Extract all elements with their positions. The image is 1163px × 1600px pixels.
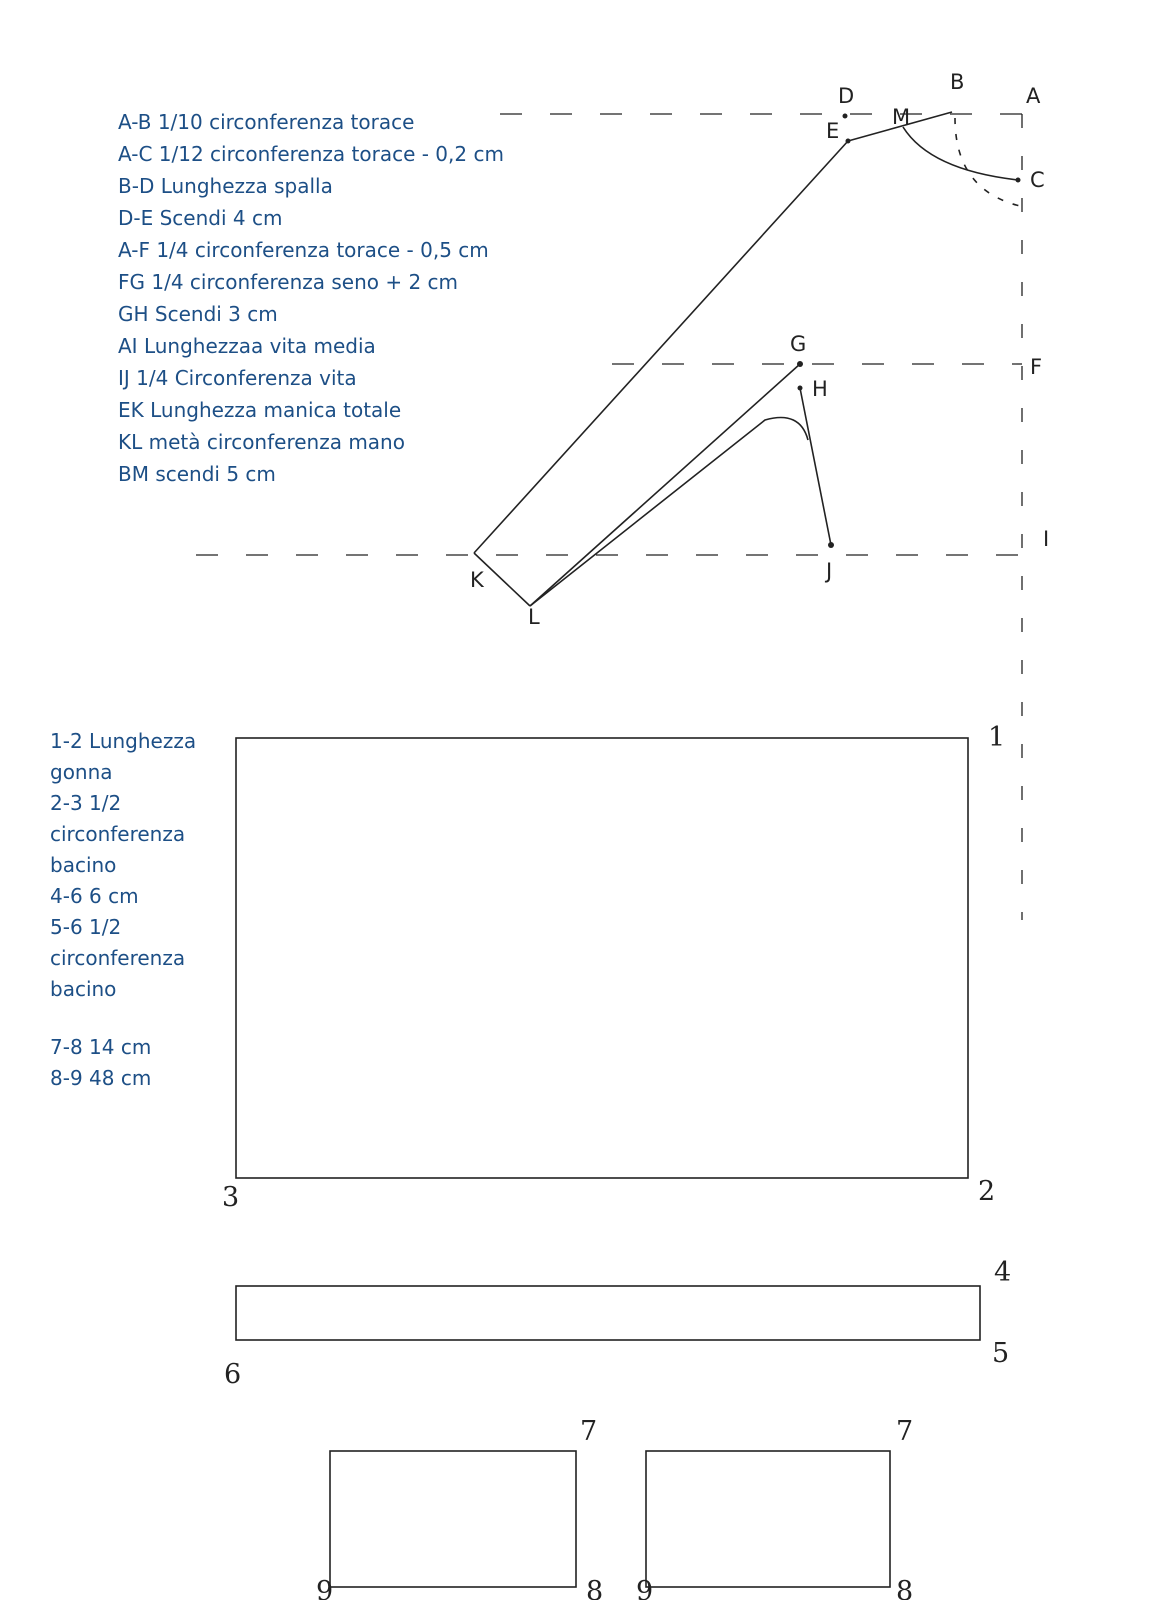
label-7-left: 7 — [580, 1416, 598, 1447]
label-4: 4 — [994, 1257, 1012, 1288]
waistband-rectangle — [236, 1286, 980, 1340]
point-g-dot — [797, 361, 803, 367]
bodice-note: EK Lunghezza manica totale — [118, 398, 402, 422]
skirt-note: 5-6 1/2 — [50, 915, 122, 939]
bodice-note: D-E Scendi 4 cm — [118, 206, 283, 230]
label-c: C — [1030, 168, 1045, 192]
bodice-note: FG 1/4 circonferenza seno + 2 cm — [118, 270, 459, 294]
bodice-note: A-F 1/4 circonferenza torace - 0,5 cm — [118, 238, 489, 262]
label-5: 5 — [992, 1338, 1010, 1369]
label-h: H — [812, 377, 828, 401]
skirt-note: circonferenza — [50, 946, 186, 970]
point-j-dot — [828, 542, 834, 548]
label-e: E — [826, 119, 840, 143]
line-l-g — [530, 364, 800, 606]
bodice-instructions — [118, 106, 504, 490]
pocket-rectangle-left — [330, 1451, 576, 1587]
label-a: A — [1026, 84, 1041, 108]
bodice-note: AI Lunghezzaa vita media — [118, 334, 376, 358]
bodice-note: A-B 1/10 circonferenza torace — [118, 110, 415, 134]
point-h-dot — [798, 386, 803, 391]
skirt-note: bacino — [50, 977, 117, 1001]
label-k: K — [470, 568, 484, 592]
point-d-dot — [843, 114, 848, 119]
label-3: 3 — [222, 1182, 240, 1213]
label-j: J — [826, 559, 833, 583]
skirt-note: 7-8 14 cm — [50, 1035, 152, 1059]
bodice-note: A-C 1/12 circonferenza torace - 0,2 cm — [118, 142, 504, 166]
bodice-note: GH Scendi 3 cm — [118, 302, 278, 326]
label-b: B — [950, 70, 965, 94]
pocket-rectangle-right — [646, 1451, 890, 1587]
curve-b-c-dashed — [955, 118, 1020, 206]
label-7-right: 7 — [896, 1416, 914, 1447]
skirt-note: circonferenza — [50, 822, 186, 846]
skirt-note: gonna — [50, 760, 113, 784]
label-1: 1 — [988, 722, 1006, 753]
skirt-note: 2-3 1/2 — [50, 791, 122, 815]
label-8-right: 8 — [896, 1576, 914, 1600]
label-9-right: 9 — [636, 1576, 654, 1600]
label-g: G — [790, 332, 807, 356]
label-8-left: 8 — [586, 1576, 604, 1600]
point-e-dot — [846, 139, 851, 144]
bodice-note: BM scendi 5 cm — [118, 462, 276, 486]
label-l: L — [528, 605, 540, 629]
skirt-note: 8-9 48 cm — [50, 1066, 152, 1090]
point-c-dot — [1016, 178, 1021, 183]
skirt-note: 1-2 Lunghezza — [50, 729, 197, 753]
label-2: 2 — [978, 1176, 996, 1207]
bodice-note: B-D Lunghezza spalla — [118, 174, 333, 198]
label-i: I — [1043, 527, 1050, 551]
skirt-note-spacer — [50, 1005, 196, 1032]
label-6: 6 — [224, 1359, 242, 1390]
skirt-note: 4-6 6 cm — [50, 884, 139, 908]
skirt-rectangle — [236, 738, 968, 1178]
label-m: M — [892, 105, 911, 129]
line-h-j — [800, 388, 831, 545]
skirt-note: bacino — [50, 853, 117, 877]
label-9-left: 9 — [316, 1576, 334, 1600]
label-d: D — [838, 84, 855, 108]
bodice-note: KL metà circonferenza mano — [118, 430, 405, 454]
skirt-instructions — [50, 726, 196, 1094]
bodice-note: IJ 1/4 Circonferenza vita — [118, 366, 357, 390]
label-f: F — [1030, 355, 1043, 379]
